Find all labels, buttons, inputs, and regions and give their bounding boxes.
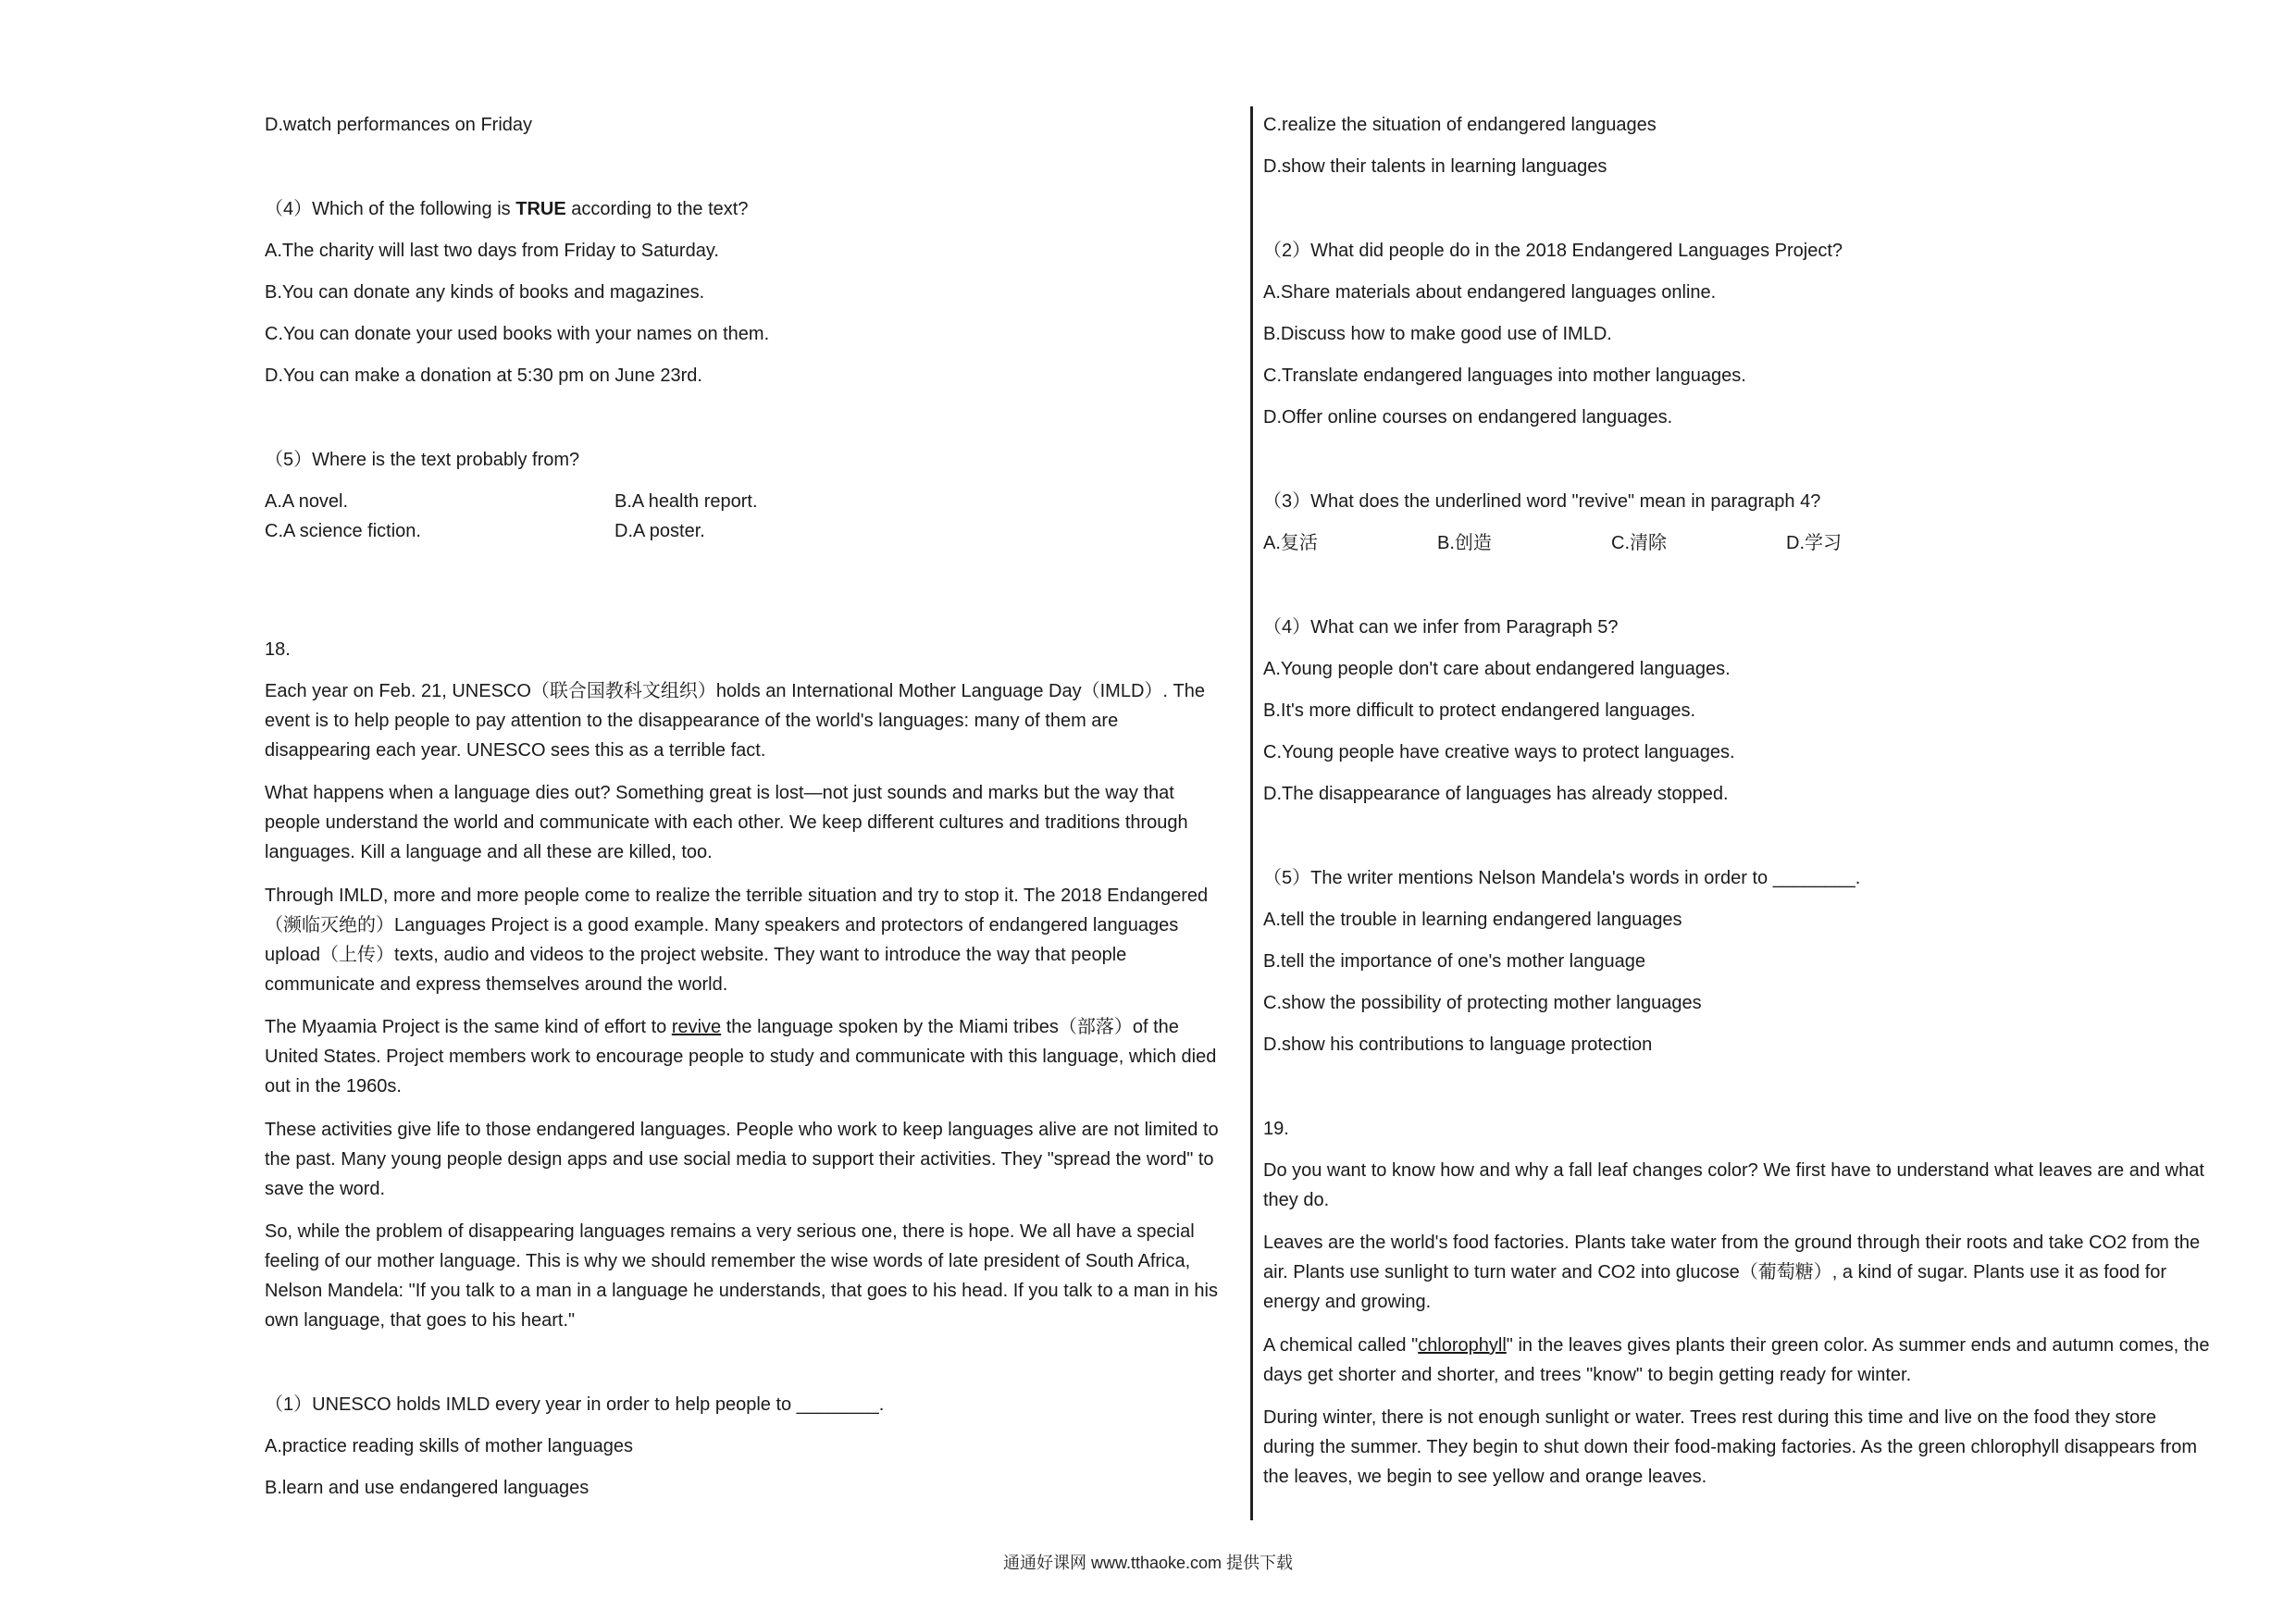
q19-passage-line: during the summer. They begin to shut down their food-making factories. As the green chlorophyll disappears from (1263, 1437, 2198, 1457)
q18-revive-line: The Myaamia Project is the same kind of effort to revive the language spoken by the Miami tribes（部落）of the (265, 1017, 1179, 1037)
q18-q5-option-a: A.tell the trouble in learning endangered languages (1263, 910, 1682, 930)
q17-q5-option-c: C.A science fiction. (265, 521, 421, 541)
q18-q3-option-c: C.清除 (1611, 533, 1667, 553)
q18-q4-option-d: D.The disappearance of languages has already stopped. (1263, 784, 1729, 804)
q18-q3-stem: （3）What does the underlined word "revive" mean in paragraph 4? (1263, 491, 1821, 512)
q17-q4-stem: （4）Which of the following is TRUE according to the text? (265, 199, 749, 219)
q18-q3-option-d: D.学习 (1786, 533, 1842, 553)
q18-passage-line: disappearing each year. UNESCO sees this as a terrible fact. (265, 740, 766, 761)
q19-passage-line: they do. (1263, 1190, 1330, 1210)
q18-q5-stem: （5）The writer mentions Nelson Mandela's words in order to ________. (1263, 868, 1861, 888)
q18-q4-option-a: A.Young people don't care about endangered languages. (1263, 659, 1731, 679)
q18-q4-stem: （4）What can we infer from Paragraph 5? (1263, 617, 1619, 638)
q18-q1-option-d: D.show their talents in learning languages (1263, 156, 1607, 177)
q18-q5-option-b: B.tell the importance of one's mother language (1263, 951, 1645, 972)
q17-q5-option-b: B.A health report. (614, 491, 758, 512)
q18-passage-line: So, while the problem of disappearing languages remains a very serious one, there is hope. We all have a special (265, 1221, 1195, 1242)
question-number-18: 18. (265, 639, 291, 660)
q18-passage-line: out in the 1960s. (265, 1076, 402, 1096)
q18-passage-line: the past. Many young people design apps and use social media to support their activities. They "spread the word" to (265, 1149, 1214, 1170)
q18-passage-line: communicate and express themselves around the world. (265, 974, 728, 995)
page-footer: 通通好课网 www.tthaoke.com 提供下载 (1002, 1554, 1294, 1572)
q17-q4-option-c: C.You can donate your used books with your names on them. (265, 324, 770, 344)
underlined-word-revive: revive (671, 1017, 722, 1037)
q18-passage-line: Through IMLD, more and more people come to realize the terrible situation and try to stop it. The 2018 Endangered (265, 886, 1209, 906)
q18-passage-line: languages. Kill a language and all these are killed, too. (265, 842, 713, 862)
q18-passage-line: （濒临灭绝的）Languages Project is a good example. Many speakers and protectors of endangered languages (265, 915, 1179, 935)
q19-chlorophyll-line: A chemical called "chlorophyll" in the leaves gives plants their green color. As summer ends and autumn comes, the (1263, 1335, 2210, 1356)
q17-q5-stem: （5）Where is the text probably from? (265, 450, 580, 470)
q18-q5-option-c: C.show the possibility of protecting mother languages (1263, 993, 1702, 1013)
q18-passage-line: own language, that goes to his heart." (265, 1310, 576, 1331)
q17-q3-option-d: D.watch performances on Friday (265, 115, 533, 135)
q18-q3-option-a: A.复活 (1263, 533, 1318, 553)
q18-q2-option-a: A.Share materials about endangered languages online. (1263, 282, 1717, 303)
q18-q4-option-c: C.Young people have creative ways to protect languages. (1263, 742, 1735, 762)
q19-passage-line: During winter, there is not enough sunlight or water. Trees rest during this time and live on the food they store (1263, 1407, 2156, 1428)
q19-passage-line: the leaves, we begin to see yellow and orange leaves. (1263, 1467, 1707, 1487)
q18-passage-line: What happens when a language dies out? Something great is lost—not just sounds and marks but the way that (265, 783, 1174, 803)
q17-q4-option-b: B.You can donate any kinds of books and magazines. (265, 282, 705, 303)
q18-q2-option-d: D.Offer online courses on endangered languages. (1263, 407, 1673, 427)
q18-passage-line: people understand the world and communicate with each other. We keep different cultures and traditions through (265, 812, 1188, 833)
q18-q1-stem: （1）UNESCO holds IMLD every year in order to help people to ________. (265, 1394, 885, 1415)
q17-q4-option-d: D.You can make a donation at 5:30 pm on June 23rd. (265, 365, 702, 386)
q18-q1-option-c: C.realize the situation of endangered languages (1263, 115, 1657, 135)
q17-q4-option-a: A.The charity will last two days from Friday to Saturday. (265, 241, 719, 261)
q19-passage-line: Leaves are the world's food factories. Plants take water from the ground through their roots and take CO2 from the (1263, 1233, 2201, 1253)
q18-passage-line: United States. Project members work to encourage people to study and communicate with this language, which died (265, 1047, 1217, 1067)
q19-passage-line: Do you want to know how and why a fall leaf changes color? We first have to understand what leaves are and what (1263, 1160, 2204, 1181)
q18-passage-line: upload（上传）texts, audio and videos to the project website. They want to introduce the way that people (265, 945, 1127, 965)
q18-q2-stem: （2）What did people do in the 2018 Endangered Languages Project? (1263, 241, 1843, 261)
q18-q2-option-c: C.Translate endangered languages into mother languages. (1263, 365, 1746, 386)
underlined-word-chlorophyll: chlorophyll (1418, 1335, 1507, 1356)
q18-passage-line: Each year on Feb. 21, UNESCO（联合国教科文组织）holds an International Mother Language Day（IMLD）. The (265, 681, 1205, 701)
q18-q1-option-a: A.practice reading skills of mother languages (265, 1436, 633, 1456)
q18-q2-option-b: B.Discuss how to make good use of IMLD. (1263, 324, 1612, 344)
q18-q5-option-d: D.show his contributions to language protection (1263, 1035, 1653, 1055)
question-number-19: 19. (1263, 1119, 1289, 1139)
q18-passage-line: Nelson Mandela: "If you talk to a man in a language he understands, that goes to his head. If you talk to a man in his (265, 1281, 1218, 1301)
q18-q1-option-b: B.learn and use endangered languages (265, 1478, 590, 1498)
q18-passage-line: save the word. (265, 1179, 386, 1199)
q19-passage-line: energy and growing. (1263, 1292, 1432, 1312)
q18-passage-line: feeling of our mother language. This is why we should remember the wise words of late president of South Africa, (265, 1251, 1191, 1271)
q18-passage-line: These activities give life to those endangered languages. People who work to keep languages alive are not limited to (265, 1120, 1219, 1140)
q18-passage-line: event is to help people to pay attention to the disappearance of the world's languages: many of them are (265, 711, 1119, 731)
q17-q5-option-d: D.A poster. (614, 521, 705, 541)
column-divider (1250, 106, 1253, 1520)
q18-q3-option-b: B.创造 (1437, 533, 1492, 553)
q17-q5-option-a: A.A novel. (265, 491, 349, 512)
q19-passage-line: days get shorter and shorter, and trees "know" to begin getting ready for winter. (1263, 1365, 1912, 1385)
q18-q4-option-b: B.It's more difficult to protect endangered languages. (1263, 700, 1696, 721)
q19-passage-line: air. Plants use sunlight to turn water and CO2 into glucose（葡萄糖）, a kind of sugar. Plants use it as food for (1263, 1262, 2167, 1282)
